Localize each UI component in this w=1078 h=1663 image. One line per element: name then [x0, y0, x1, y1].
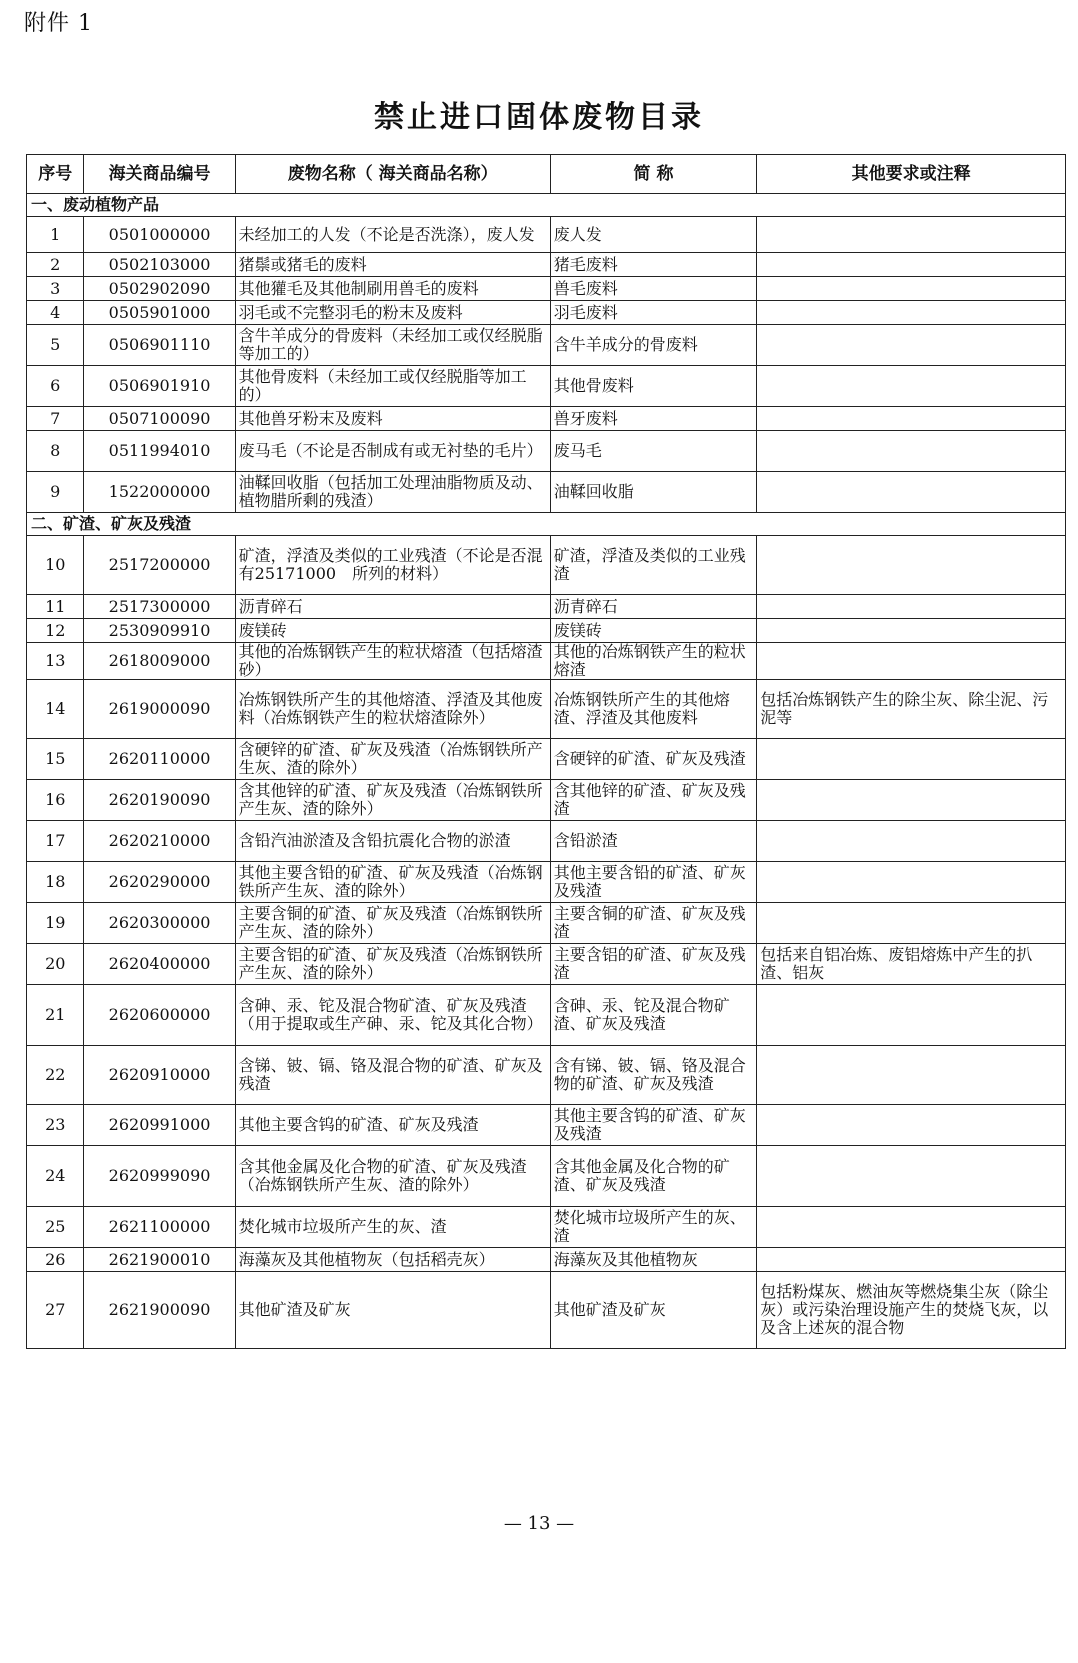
table-row: [27, 1146, 1066, 1207]
cell-short: 其他矿渣及矿灰: [550, 1272, 757, 1349]
header-short: 简 称: [550, 155, 757, 194]
table-row: [27, 1272, 1066, 1349]
cell-no: 26: [27, 1248, 84, 1272]
section-row: [27, 194, 1066, 217]
cell-code: 2621100000: [84, 1207, 235, 1248]
cell-code: 0506901110: [84, 325, 235, 366]
cell-no: 17: [27, 821, 84, 862]
cell-short: 焚化城市垃圾所产生的灰、渣: [550, 1207, 757, 1248]
cell-no: 4: [27, 301, 84, 325]
cell-code: 2618009000: [84, 643, 235, 680]
cell-note: [757, 595, 1066, 619]
cell-code: 0501000000: [84, 217, 235, 253]
cell-note: [757, 1207, 1066, 1248]
cell-short: 兽牙废料: [550, 407, 757, 431]
cell-short: 其他的冶炼钢铁产生的粒状熔渣: [550, 643, 757, 680]
cell-note: 包括冶炼钢铁产生的除尘灰、除尘泥、污泥等: [757, 680, 1066, 739]
table-row: [27, 472, 1066, 513]
section-title: 一、废动植物产品: [27, 194, 1066, 217]
cell-short: 废人发: [550, 217, 757, 253]
table-row: [27, 431, 1066, 472]
cell-short: 海藻灰及其他植物灰: [550, 1248, 757, 1272]
cell-note: [757, 739, 1066, 780]
cell-no: 12: [27, 619, 84, 643]
cell-note: [757, 643, 1066, 680]
cell-note: [757, 325, 1066, 366]
cell-note: [757, 862, 1066, 903]
cell-no: 21: [27, 985, 84, 1046]
table-row: [27, 253, 1066, 277]
cell-name: 含锑、铍、镉、铬及混合物的矿渣、矿灰及残渣: [235, 1046, 550, 1105]
cell-code: 2620290000: [84, 862, 235, 903]
cell-name: 主要含铝的矿渣、矿灰及残渣（冶炼钢铁所产生灰、渣的除外）: [235, 944, 550, 985]
cell-note: [757, 1046, 1066, 1105]
cell-name: 矿渣，浮渣及类似的工业残渣（不论是否混有25171000 所列的材料）: [235, 536, 550, 595]
cell-note: [757, 1146, 1066, 1207]
table-row: [27, 780, 1066, 821]
cell-name: 未经加工的人发（不论是否洗涤），废人发: [235, 217, 550, 253]
cell-no: 8: [27, 431, 84, 472]
cell-code: 0505901000: [84, 301, 235, 325]
cell-no: 11: [27, 595, 84, 619]
cell-no: 13: [27, 643, 84, 680]
table-row: [27, 643, 1066, 680]
cell-short: 含牛羊成分的骨废料: [550, 325, 757, 366]
cell-no: 25: [27, 1207, 84, 1248]
cell-code: 0502103000: [84, 253, 235, 277]
cell-name: 其他主要含钨的矿渣、矿灰及残渣: [235, 1105, 550, 1146]
cell-no: 15: [27, 739, 84, 780]
section-title: 二、矿渣、矿灰及残渣: [27, 513, 1066, 536]
cell-code: 2620910000: [84, 1046, 235, 1105]
cell-name: 废镁砖: [235, 619, 550, 643]
cell-code: 0502902090: [84, 277, 235, 301]
cell-code: 2620999090: [84, 1146, 235, 1207]
cell-note: [757, 253, 1066, 277]
cell-short: 其他主要含铅的矿渣、矿灰及残渣: [550, 862, 757, 903]
table-row: [27, 985, 1066, 1046]
cell-short: 其他主要含钨的矿渣、矿灰及残渣: [550, 1105, 757, 1146]
cell-note: [757, 780, 1066, 821]
cell-no: 2: [27, 253, 84, 277]
cell-note: [757, 217, 1066, 253]
table-row: [27, 821, 1066, 862]
cell-short: 含其他锌的矿渣、矿灰及残渣: [550, 780, 757, 821]
table-row: [27, 366, 1066, 407]
header-name: 废物名称（ 海关商品名称）: [235, 155, 550, 194]
cell-short: 主要含铜的矿渣、矿灰及残渣: [550, 903, 757, 944]
cell-no: 7: [27, 407, 84, 431]
cell-short: 羽毛废料: [550, 301, 757, 325]
table-row: [27, 1105, 1066, 1146]
cell-note: [757, 821, 1066, 862]
cell-name: 其他的冶炼钢铁产生的粒状熔渣（包括熔渣砂）: [235, 643, 550, 680]
cell-name: 羽毛或不完整羽毛的粉末及废料: [235, 301, 550, 325]
section-row: [27, 513, 1066, 536]
cell-no: 14: [27, 680, 84, 739]
cell-code: 2620300000: [84, 903, 235, 944]
table-row: [27, 680, 1066, 739]
cell-code: 0511994010: [84, 431, 235, 472]
table-row: [27, 301, 1066, 325]
cell-note: [757, 366, 1066, 407]
cell-no: 5: [27, 325, 84, 366]
cell-code: 2620991000: [84, 1105, 235, 1146]
cell-code: 2620110000: [84, 739, 235, 780]
header-code: 海关商品编号: [84, 155, 235, 194]
cell-name: 其他主要含铅的矿渣、矿灰及残渣（冶炼钢铁所产生灰、渣的除外）: [235, 862, 550, 903]
table-row: [27, 595, 1066, 619]
cell-note: [757, 985, 1066, 1046]
cell-note: [757, 1248, 1066, 1272]
cell-short: 含砷、汞、铊及混合物矿渣、矿灰及残渣: [550, 985, 757, 1046]
cell-code: 2620210000: [84, 821, 235, 862]
table-row: [27, 407, 1066, 431]
cell-no: 9: [27, 472, 84, 513]
cell-name: 冶炼钢铁所产生的其他熔渣、浮渣及其他废料（冶炼钢铁产生的粒状熔渣除外）: [235, 680, 550, 739]
table-row: [27, 277, 1066, 301]
cell-name: 焚化城市垃圾所产生的灰、渣: [235, 1207, 550, 1248]
cell-short: 主要含铝的矿渣、矿灰及残渣: [550, 944, 757, 985]
cell-code: 0506901910: [84, 366, 235, 407]
cell-name: 主要含铜的矿渣、矿灰及残渣（冶炼钢铁所产生灰、渣的除外）: [235, 903, 550, 944]
cell-name: 含其他金属及化合物的矿渣、矿灰及残渣（冶炼钢铁所产生灰、渣的除外）: [235, 1146, 550, 1207]
table-row: [27, 903, 1066, 944]
cell-code: 0507100090: [84, 407, 235, 431]
cell-code: 1522000000: [84, 472, 235, 513]
page-number: — 13 —: [503, 1513, 575, 1534]
cell-note: [757, 277, 1066, 301]
table-row: [27, 325, 1066, 366]
cell-note: 包括粉煤灰、燃油灰等燃烧集尘灰（除尘灰）或污染治理设施产生的焚烧飞灰，以及含上述灰的混合物: [757, 1272, 1066, 1349]
table-row: [27, 1248, 1066, 1272]
cell-code: 2621900010: [84, 1248, 235, 1272]
cell-name: 含铅汽油淤渣及含铅抗震化合物的淤渣: [235, 821, 550, 862]
cell-no: 27: [27, 1272, 84, 1349]
cell-short: 冶炼钢铁所产生的其他熔渣、浮渣及其他废料: [550, 680, 757, 739]
cell-note: [757, 536, 1066, 595]
cell-short: 兽毛废料: [550, 277, 757, 301]
header-note: 其他要求或注释: [757, 155, 1066, 194]
cell-code: 2619000090: [84, 680, 235, 739]
cell-note: [757, 903, 1066, 944]
cell-short: 含其他金属及化合物的矿渣、矿灰及残渣: [550, 1146, 757, 1207]
cell-name: 废马毛（不论是否制成有或无衬垫的毛片）: [235, 431, 550, 472]
cell-no: 10: [27, 536, 84, 595]
cell-note: [757, 619, 1066, 643]
cell-no: 18: [27, 862, 84, 903]
cell-note: [757, 407, 1066, 431]
cell-name: 其他矿渣及矿灰: [235, 1272, 550, 1349]
cell-short: 废马毛: [550, 431, 757, 472]
table-row: [27, 739, 1066, 780]
cell-no: 20: [27, 944, 84, 985]
cell-name: 含砷、汞、铊及混合物矿渣、矿灰及残渣（用于提取或生产砷、汞、铊及其化合物）: [235, 985, 550, 1046]
cell-note: [757, 1105, 1066, 1146]
header-no: 序号: [27, 155, 84, 194]
cell-name: 其他骨废料（未经加工或仅经脱脂等加工的）: [235, 366, 550, 407]
cell-code: 2517300000: [84, 595, 235, 619]
cell-name: 其他獾毛及其他制刷用兽毛的废料: [235, 277, 550, 301]
waste-catalog-table: [26, 154, 1066, 1349]
cell-short: 含有锑、铍、镉、铬及混合物的矿渣、矿灰及残渣: [550, 1046, 757, 1105]
table-row: [27, 619, 1066, 643]
cell-name: 含牛羊成分的骨废料（未经加工或仅经脱脂等加工的）: [235, 325, 550, 366]
table-row: [27, 536, 1066, 595]
cell-code: 2620400000: [84, 944, 235, 985]
cell-code: 2620600000: [84, 985, 235, 1046]
cell-code: 2517200000: [84, 536, 235, 595]
cell-note: [757, 472, 1066, 513]
table-header-row: [27, 155, 1066, 194]
table-row: [27, 862, 1066, 903]
cell-no: 22: [27, 1046, 84, 1105]
cell-code: 2620190090: [84, 780, 235, 821]
cell-short: 矿渣，浮渣及类似的工业残渣: [550, 536, 757, 595]
cell-code: 2621900090: [84, 1272, 235, 1349]
cell-short: 其他骨废料: [550, 366, 757, 407]
cell-name: 其他兽牙粉末及废料: [235, 407, 550, 431]
cell-no: 23: [27, 1105, 84, 1146]
table-row: [27, 1046, 1066, 1105]
cell-note: 包括来自铝冶炼、废铝熔炼中产生的扒渣、铝灰: [757, 944, 1066, 985]
cell-no: 3: [27, 277, 84, 301]
cell-no: 24: [27, 1146, 84, 1207]
cell-short: 废镁砖: [550, 619, 757, 643]
table-row: [27, 1207, 1066, 1248]
cell-no: 19: [27, 903, 84, 944]
cell-no: 6: [27, 366, 84, 407]
cell-short: 猪毛废料: [550, 253, 757, 277]
cell-no: 16: [27, 780, 84, 821]
table-row: [27, 944, 1066, 985]
cell-name: 沥青碎石: [235, 595, 550, 619]
cell-code: 2530909910: [84, 619, 235, 643]
cell-no: 1: [27, 217, 84, 253]
cell-note: [757, 301, 1066, 325]
annex-label: 附件 1: [24, 11, 93, 36]
cell-name: 油鞣回收脂（包括加工处理油脂物质及动、植物腊所剩的残渣）: [235, 472, 550, 513]
cell-name: 含硬锌的矿渣、矿灰及残渣（冶炼钢铁所产生灰、渣的除外）: [235, 739, 550, 780]
cell-short: 油鞣回收脂: [550, 472, 757, 513]
cell-name: 含其他锌的矿渣、矿灰及残渣（冶炼钢铁所产生灰、渣的除外）: [235, 780, 550, 821]
cell-note: [757, 431, 1066, 472]
page-title: 禁止进口固体废物目录: [374, 100, 704, 135]
cell-short: 含硬锌的矿渣、矿灰及残渣: [550, 739, 757, 780]
table-row: [27, 217, 1066, 253]
cell-short: 含铅淤渣: [550, 821, 757, 862]
cell-name: 猪鬃或猪毛的废料: [235, 253, 550, 277]
cell-name: 海藻灰及其他植物灰（包括稻壳灰）: [235, 1248, 550, 1272]
cell-short: 沥青碎石: [550, 595, 757, 619]
